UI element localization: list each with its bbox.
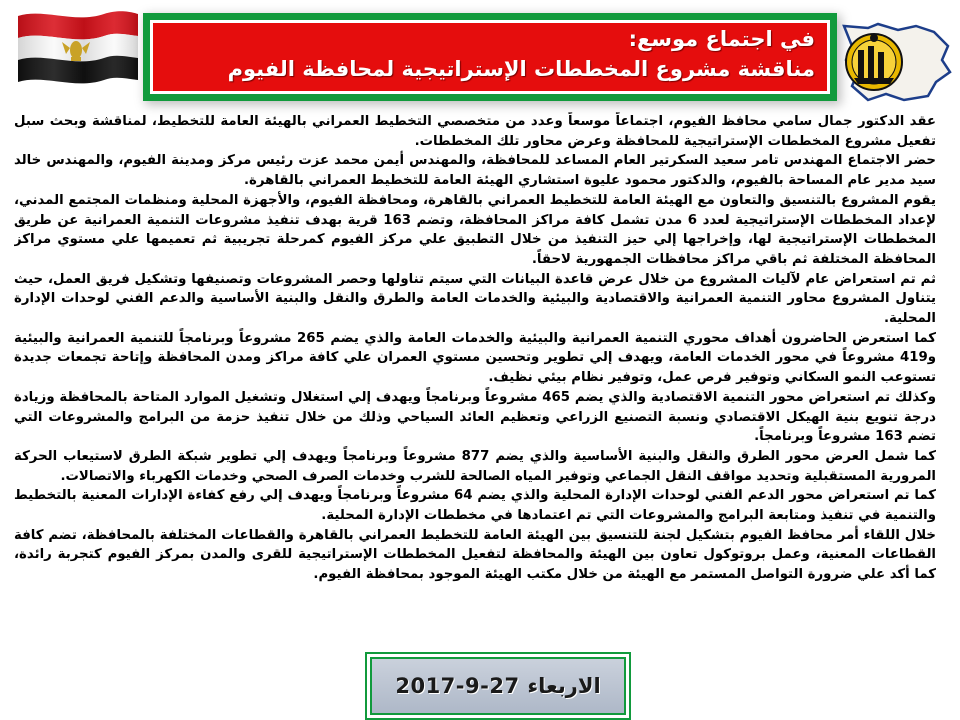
banner-title-line2: مناقشة مشروع المخططات الإستراتيجية لمحافظة الفيوم [227, 57, 815, 81]
paragraph: كما شمل العرض محور الطرق والنقل والبنية الأساسية والذي يضم 877 مشروعاً وبرنامجاً ويهدف إلي تطوير شبكة الطرق لاستيعاب الحركة المرورية المستقبلية وتحديد مواقف النقل الجماعي وتوفير المياه الصالحة للشرب وخدمات الصرف الصحي وخدمات الكهرباء والاتصالات. [14, 448, 936, 484]
article-body [14, 112, 936, 622]
paragraph: كما استعرض الحاضرون أهداف محوري التنمية العمرانية والبيئية والخدمات العامة والذي يضم 265 مشروعاً وبرنامجاً للتنمية العمرانية والبيئية و419 مشروعاً في محور الخدمات العامة، ويهدف إلي تطوير وتحسين مستوي العمران علي كافة مراكز ومدن المحافظة وإتاحة تجمعات جديدة تستوعب النمو السكاني وتوفير فرص عمل، وتوفير نظام بيئي نظيف. [14, 330, 936, 386]
date-day: الاربعاء [527, 674, 601, 698]
paragraph: ثم تم استعراض عام لآليات المشروع من خلال عرض قاعدة البيانات التي سيتم تناولها وحصر المشروعات وتصنيفها وتشكيل فريق العمل، حيث يتناول المشروع محاور التنمية العمرانية والاقتصادية والبيئية والخدمات العامة والطرق والنقل والبنية الأساسية والدعم الفني لوحدات الإدارة المحلية. [14, 271, 936, 327]
paragraph: وكذلك تم استعراض محور التنمية الاقتصادية والذي يضم 465 مشروعاً وبرنامجاً ويهدف إلي استغلال وتشغيل الموارد المتاحة بالمحافظة وزيادة درجة تنويع بنية الهيكل الاقتصادي ونسبة التصنيع الزراعي وتعظيم العائد السياحي وذلك من خلال تنفيذ حزمة من البرامج والمشروعات التي تضم 163 مشروعاً وبرنامجاً. [14, 389, 936, 445]
paragraph: كما تم استعراض محور الدعم الفني لوحدات الإدارة المحلية والذي يضم 64 مشروعاً وبرنامجاً ويهدف إلي رفع كفاءة الإدارات المعنية بالتخطيط والتنمية في تنفيذ ومتابعة البرامج والمشروعات التي تم اعتمادها في مخططات الإدارة المحلية. [14, 488, 936, 524]
date-box [372, 659, 624, 713]
paragraph: يقوم المشروع بالتنسيق والتعاون مع الهيئة العامة للتخطيط العمراني بالقاهرة، ومحافظة الفيوم، والأجهزة المحلية ومنظمات المجتمع المدني، لإعداد المخططات الإستراتيجية لعدد 6 مدن تشمل كافة مراكز المحافظة، وتضم 163 قرية بهدف تنفيذ مشروعات التنمية العمرانية عن طريق المخططات الإستراتيجية لها، وإخراجها إلي حيز التنفيذ من خلال التطبيق علي مركز الفيوم كمرحلة تجريبية ثم تعميمها علي مستوي مراكز المحافظة المختلفة ثم باقي مراكز محافظات الجمهورية لاحقاً. [14, 192, 936, 267]
paragraph: حضر الاجتماع المهندس تامر سعيد السكرتير العام المساعد للمحافظة، والمهندس أيمن محمد عزت رئيس مركز ومدينة الفيوم، والمهندس خالد سيد مدير عام المساحة بالفيوم، والدكتور محمود عليوة استشاري الهيئة العامة للتخطيط العمراني بالقاهرة. [14, 153, 936, 189]
title-banner [150, 20, 830, 94]
banner-title-line1: في اجتماع موسع: [628, 27, 815, 51]
egypt-flag-icon [14, 6, 142, 88]
paragraph: خلال اللقاء أمر محافظ الفيوم بتشكيل لجنة للتنسيق بين الهيئة العامة للتخطيط العمراني بالقاهرة والقطاعات المختلفة بالمحافظة، تضم كافة القطاعات المعنية، وعمل بروتوكول تعاون بين الهيئة والمحافظة لتفعيل المخططات الإستراتيجية للقرى والمدن بمركز الفيوم كتجربة رائدة، كما أكد علي ضرورة التواصل المستمر مع الهيئة من خلال مكتب الهيئة الموجود بمحافظة الفيوم. [14, 527, 936, 583]
paragraph: عقد الدكتور جمال سامي محافظ الفيوم، اجتماعاً موسعاً وعدد من متخصصي التخطيط العمراني بالهيئة العامة للتخطيط، لمناقشة وبحث سبل تفعيل مشروع المخططات الإستراتيجية للمحافظة وعرض محاور تلك المخططات. [14, 114, 936, 149]
date-value: 2017-9-27 [395, 674, 520, 698]
fayoum-governorate-logo-icon [838, 16, 954, 106]
